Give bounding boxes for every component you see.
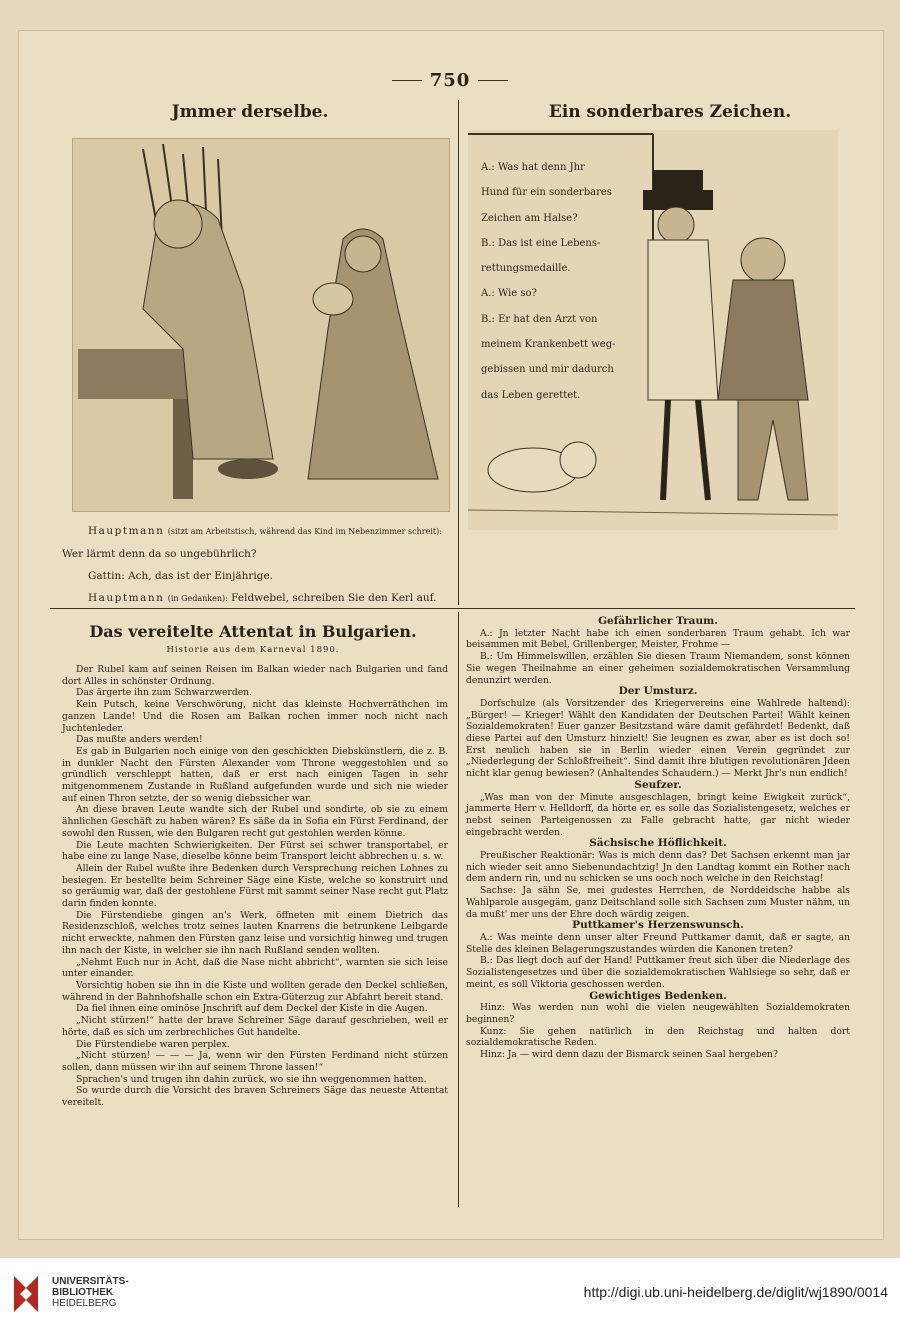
article-body [62, 664, 448, 1109]
section-heading: Puttkamer's Herzenswunsch. [572, 919, 744, 932]
dialog-line: A.: Wie so? [481, 288, 537, 300]
article-paragraph: Sprachen's und trugen ihn dahin zurück, wo sie ihn weggenommen hatten. [76, 1073, 427, 1085]
section-paragraph: A.: Jn letzter Nacht habe ich einen sonderbaren Traum gehabt. Ich war beisammen mit Bebel, Grillenberger, Meister, Frohme — [466, 627, 850, 651]
right-column-body [466, 616, 850, 1061]
page-number-rule-right [478, 80, 508, 81]
left-cartoon-title: Jmmer derselbe. [171, 102, 329, 122]
article-paragraph: Das mußte anders werden! [76, 734, 203, 746]
article-paragraph: „Nicht stürzen! — — — Ja, wenn wir den Fürsten Ferdinand nicht stürzen sollen, dann müssen wir ihn auf seinem Throne lassen!“ [62, 1050, 448, 1073]
article-subtitle: Historie aus dem Karneval 1890. [166, 645, 340, 655]
article-paragraph: Vorsichtig hoben sie ihn in die Kiste und wollten gerade den Deckel schließen, während in der Bahnhofshalle schon ein Extra-Güterzug zur Abfahrt bereit stand. [62, 979, 448, 1003]
article-paragraph: Kein Putsch, keine Verschwörung, nicht das kleinste Hochverräthchen im ganzen Lande! Und die Rosen am Balkan rochen immer noch nicht nach Juchtenleder. [62, 699, 448, 734]
footer-bar [0, 1258, 900, 1332]
article-paragraph: An diese braven Leute wandte sich der Rubel und sondirte, ob sie zu einem ähnlichen Geschäft zu haben wären? Es säße da in Sofia ein Fürst Ferdinand, der sowohl den Russen, wie den Bulgaren recht gut gestohlen werden könne. [62, 804, 448, 839]
article-paragraph: Die Fürstendiebe gingen an's Werk, öffneten mit einem Dietrich das Residenzschloß, welches trotz seines lauten Knarrens die betrunkene Leibgarde nicht erweckte, nahmen den Fürsten ganz leise und vorsichtig hinweg und trugen ihn nach der Kiste, in welcher sie ihn nach Rußland senden wollten. [62, 909, 448, 956]
top-column-divider [458, 100, 459, 605]
section-paragraph: Sachse: Ja sähn Se, mei gudestes Herrchen, de Norddeidsche habbe als Wahlparole ausgegäm, ganz Deitschland solle sich Sachsen zum Muster nähm, un da mußt' mer uns der Ehre doch wärdig zeigen. [466, 885, 850, 920]
article-paragraph: Da fiel ihnen eine ominöse Jnschrift auf dem Deckel der Kiste in die Augen. [76, 1003, 428, 1015]
dialog-line: Zeichen am Halse? [481, 212, 578, 224]
section-paragraph: B.: Das liegt doch auf der Hand! Puttkamer freut sich über die Niederlage des Sozialistengesetzes und über die sozialdemokratischen Wahlsiege so sehr, daß er meint, es soll Viktoria geschossen werden. [466, 955, 850, 990]
article-title: Das vereitelte Attentat in Bulgarien. [89, 622, 417, 641]
dialog-line: B.: Er hat den Arzt von [481, 313, 598, 325]
university-library-logo-icon[interactable] [10, 1272, 42, 1316]
caption-stage-direction-2: (in Gedanken): [167, 594, 228, 603]
section-heading: Seufzer. [634, 778, 682, 791]
article-paragraph: Die Leute machten Schwierigkeiten. Der Fürst sei schwer transportabel, er habe eine zu lange Nase, dieselbe könne beim Transport leicht abbrechen u. s. w. [62, 839, 448, 863]
section-heading: Der Umsturz. [618, 685, 698, 698]
article-paragraph: Die Fürstendiebe waren perplex. [76, 1038, 230, 1050]
source-url-link[interactable]: http://digi.ub.uni-heidelberg.de/diglit/wj1890/0014 [583, 1284, 888, 1300]
library-name-line-3: HEIDELBERG [52, 1298, 117, 1309]
dialog-line: meinem Krankenbett weg- [481, 339, 616, 351]
article-paragraph: Allein der Rubel wußte ihre Bedenken durch Versprechung reichen Lohnes zu besiegen. Er bestellte beim Schreiner Säge eine Kiste, welche so konstruirt und so geräumig war, daß der gestohlene Fürst mit sammt seiner Nase recht gut Platz darin finden konnte. [62, 862, 448, 910]
caption-line-2: Gattin: Ach, das ist der Einjährige. [88, 570, 274, 582]
right-cartoon-title: Ein sonderbares Zeichen. [548, 102, 792, 122]
section-heading: Gewichtiges Bedenken. [589, 989, 727, 1002]
caption-line-1: Wer lärmt denn da so ungebührlich? [62, 548, 257, 560]
dialog-line: gebissen und mir dadurch [481, 364, 614, 376]
horizontal-section-divider [50, 608, 855, 609]
caption-line-3: Feldwebel, schreiben Sie den Kerl auf. [231, 592, 437, 604]
article-paragraph: So wurde durch die Vorsicht des braven Schreiners Säge das neueste Attentat vereitelt. [62, 1085, 448, 1109]
section-paragraph: Preußischer Reaktionär: Was is mich denn das? Det Sachsen erkennt man jar nich wieder seit anno Siebenundachtzig! Jn den Landtag kommt ein Rother nach dem andern rin, und nu schicken se uns ooch noch welche in den Reichstag! [466, 850, 850, 885]
caption-speaker-1: Hauptmann [88, 525, 165, 537]
dialog-line: das Leben gerettet. [481, 389, 581, 401]
library-name-line-1: UNIVERSITÄTS- [52, 1276, 129, 1287]
caption-stage-direction-1: (sitzt am Arbeitstisch, während das Kind im Nebenzimmer schreit): [167, 527, 442, 536]
page-number: 750 [429, 70, 471, 91]
right-cartoon-dialog [481, 155, 631, 408]
bottom-column-divider [458, 612, 459, 1207]
section-paragraph: B.: Um Himmelswillen, erzählen Sie diesen Traum Niemandem, sonst können Sie wegen Theilnahme an einer geheimen sozialdemokratischen Versammlung denunzirt werden. [466, 651, 850, 686]
article-paragraph: „Nicht stürzen!“ hatte der brave Schreiner Säge darauf geschrieben, weil er hörte, daß es sich um zerbrechliches Gut handelte. [62, 1015, 448, 1038]
illustration-soldier-at-desk [73, 139, 449, 511]
dialog-line: rettungsmedaille. [481, 263, 571, 275]
article-paragraph: Es gab in Bulgarien noch einige von den geschickten Diebskünstlern, die z. B. in dunkler Nacht den Fürsten Alexander vom Throne weggestohlen und so gründlich verschleppt hatten, daß er erst nach einigen Tagen in sehr mitgenommenem Zustande in Rußland aufgefunden wurde und sich nie wieder auf einen Thron setzte, der so wenig diebssicher war. [62, 745, 448, 804]
article-paragraph: Der Rubel kam auf seinen Reisen im Balkan wieder nach Bulgarien und fand dort Alles in schönster Ordnung. [62, 664, 448, 687]
section-paragraph: A.: Was meinte denn unser alter Freund Puttkamer damit, daß er sagte, an Stelle des kleinen Belagerungszustandes würden die Kanonen treten? [466, 931, 850, 955]
section-paragraph: Hinz: Ja — wird denn dazu der Bismarck seinen Saal hergeben? [480, 1049, 778, 1061]
left-cartoon-illustration [72, 138, 450, 512]
section-paragraph: Hinz: Was werden nun wohl die vielen neugewählten Sozialdemokraten beginnen? [466, 1002, 850, 1025]
left-cartoon-caption [62, 520, 454, 610]
section-paragraph: Kunz: Sie gehen natürlich in den Reichstag und halten dort sozialdemokratische Reden. [466, 1025, 850, 1049]
library-name[interactable] [52, 1276, 129, 1309]
section-heading: Gefährlicher Traum. [598, 615, 718, 627]
dialog-line: Hund für ein sonderbares [481, 187, 612, 199]
caption-speaker-2: Hauptmann [88, 592, 165, 604]
section-paragraph: Dorfschulze (als Vorsitzender des Kriegervereins eine Wahlrede haltend): „Bürger! — Krieger! Wählt den Kandidaten der Deutschen Partei! Wählt keinen Sozialdemokraten! Euer ganzer Besitzstand wäre damit gefährdet! Bedenkt, daß diese Partei auf den Umsturz hinzielt! Sie leugnen es zwar, aber es ist doch so! Erst neulich haben sie in Berlin wieder einen Verein gegründet zur „Niederlegung der Schloßfreiheit“. Sind damit ihre blutigen revolutionären Jdeen nicht klar genug bewiesen? (Anhaltendes Schaudern.) — Merkt Jhr's nun endlich! [466, 697, 850, 780]
article-paragraph: Das ärgerte ihn zum Schwarzwerden. [76, 687, 252, 699]
section-paragraph: „Was man von der Minute ausgeschlagen, bringt keine Ewigkeit zurück“, jammerte Herr v. Helldorff, da hörte er, es solle das Sozialistengesetz, welches er nebst seinen Parteigenossen zu Falle gebracht hatte, gar nicht wieder eingebracht werden. [466, 791, 850, 838]
dialog-line: A.: Was hat denn Jhr [481, 162, 585, 173]
dialog-line: B.: Das ist eine Lebens- [481, 237, 601, 249]
section-heading: Sächsische Höflichkeit. [589, 837, 727, 850]
library-name-line-2: BIBLIOTHEK [52, 1287, 114, 1298]
article-paragraph: „Nehmt Euch nur in Acht, daß die Nase nicht abbricht“, warnten sie sich leise unter einander. [62, 956, 448, 980]
